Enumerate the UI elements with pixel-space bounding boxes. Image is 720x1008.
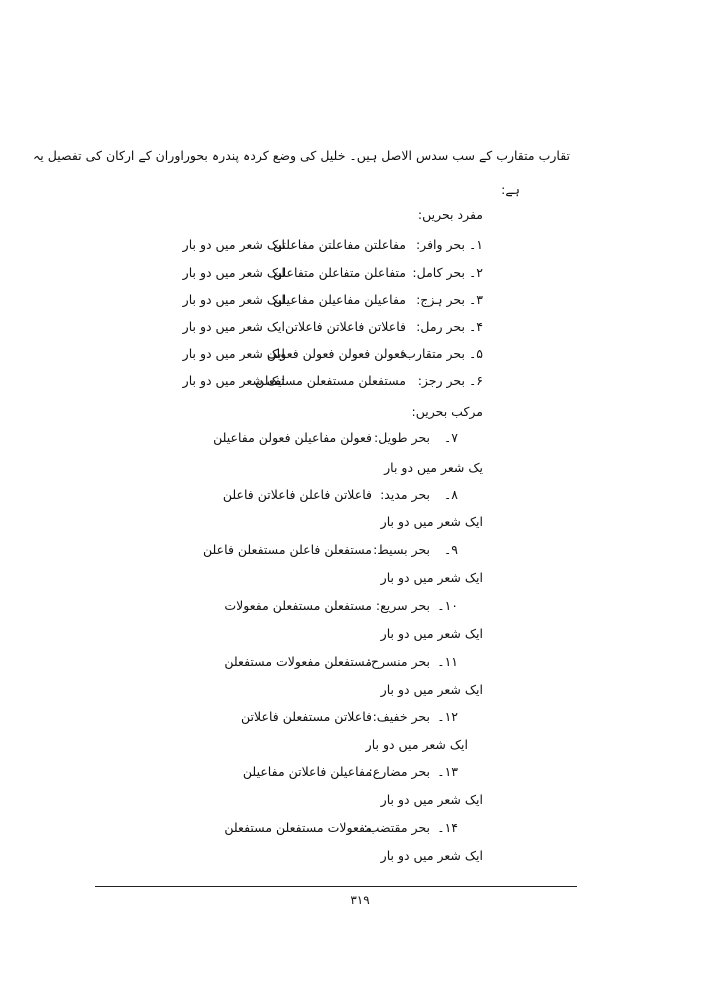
compound-meter-feet: مستفعلن مستفعلن مفعولات xyxy=(224,598,372,613)
compound-meter-name: بحر بسیط: xyxy=(373,542,430,557)
compound-meter-feet: فاعلاتن فاعلن فاعلاتن فاعلن xyxy=(222,487,372,502)
compound-meter-name: بحر طویل: xyxy=(374,430,430,445)
single-meter-name: ۵۔ بحر متقارب: xyxy=(399,346,483,361)
compound-meter-name: بحر منسرح: xyxy=(366,654,430,669)
single-meter-note: ایک شعر میں دو بار xyxy=(182,292,285,307)
compound-meter-number: ۷۔ xyxy=(443,430,458,445)
intro-line-1: تقارب متقارب کے سب سدس الاصل ہیں۔ خلیل کی وضع کردہ پندرہ بحوراوران کے ارکان کی تفصیل یہ xyxy=(32,148,570,163)
compound-meter-note: ایک شعر میں دو بار xyxy=(380,570,483,585)
single-meter-feet: فعولن فعولن فعولن فعولن xyxy=(266,346,406,361)
compound-meter-feet: مستفعلن فاعلن مستفعلن فاعلن xyxy=(203,542,372,557)
single-meter-name: ۳۔ بحر ہزج: xyxy=(416,292,483,307)
compound-meter-name: بحر سریع: xyxy=(375,598,430,613)
compound-meter-name: بحر مدید: xyxy=(380,487,430,502)
compound-meter-name: بحر مقتضب: xyxy=(363,820,430,835)
single-meter-note: ایک شعر میں دو بار xyxy=(182,346,285,361)
single-meter-feet: مستفعلن مستفعلن مستفعلن xyxy=(255,373,406,388)
single-meter-feet: متفاعلن متفاعلن متفاعلن xyxy=(272,265,406,280)
compound-meter-feet: فعولن مفاعیلن فعولن مفاعیلن xyxy=(213,430,372,445)
compound-meter-feet: مفعولات مستفعلن مستفعلن xyxy=(224,820,372,835)
single-meters-heading: مفرد بحریں: xyxy=(417,207,483,222)
compound-meter-note: ایک شعر میں دو بار xyxy=(380,848,483,863)
compound-meter-number: ۱۲۔ xyxy=(437,709,458,724)
compound-meter-name: بحر مضارع: xyxy=(368,764,430,779)
single-meter-note: ایک شعر میں دو بار xyxy=(182,265,285,280)
compound-meter-number: ۱۳۔ xyxy=(437,764,458,779)
single-meter-name: ۶۔ بحر رجز: xyxy=(417,373,483,388)
single-meter-name: ۴۔ بحر رمل: xyxy=(416,319,483,334)
single-meter-note: ایک شعر میں دو بار xyxy=(182,373,285,388)
compound-meter-feet: مستفعلن مفعولات مستفعلن xyxy=(224,654,372,669)
single-meter-note: ایک شعر میں دو بار xyxy=(182,319,285,334)
compound-meters-heading: مرکب بحریں: xyxy=(411,404,483,419)
compound-meter-feet: فاعلاتن مستفعلن فاعلاتن xyxy=(241,709,372,724)
compound-meter-note: ایک شعر میں دو بار xyxy=(365,737,468,752)
compound-meter-name: بحر خفیف: xyxy=(372,709,430,724)
compound-meter-number: ۱۱۔ xyxy=(437,654,458,669)
single-meter-note: ایک شعر میں دو بار xyxy=(182,237,285,252)
single-meter-name: ۲۔ بحر کامل: xyxy=(412,265,483,280)
footer-rule xyxy=(95,886,577,887)
compound-meter-number: ۹۔ xyxy=(443,542,458,557)
single-meter-feet: مفاعلتن مفاعلتن مفاعلتن xyxy=(272,237,406,252)
compound-meter-note: ایک شعر میں دو بار xyxy=(380,514,483,529)
compound-meter-note: یک شعر میں دو بار xyxy=(384,460,483,475)
compound-meter-number: ۱۰۔ xyxy=(437,598,458,613)
compound-meter-feet: مفاعیلن فاعلاتن مفاعیلن xyxy=(242,764,372,779)
compound-meter-number: ۸۔ xyxy=(443,487,458,502)
single-meter-name: ۱۔ بحر وافر: xyxy=(415,237,483,252)
intro-line-2: ہے: xyxy=(501,182,520,197)
compound-meter-note: ایک شعر میں دو بار xyxy=(380,682,483,697)
page-number: ۳۱۹ xyxy=(350,893,370,907)
compound-meter-note: ایک شعر میں دو بار xyxy=(380,626,483,641)
compound-meter-number: ۱۴۔ xyxy=(437,820,458,835)
compound-meter-note: ایک شعر میں دو بار xyxy=(380,792,483,807)
single-meter-feet: فاعلاتن فاعلاتن فاعلاتن xyxy=(284,319,406,334)
single-meter-feet: مفاعیلن مفاعیلن مفاعیلن xyxy=(272,292,406,307)
